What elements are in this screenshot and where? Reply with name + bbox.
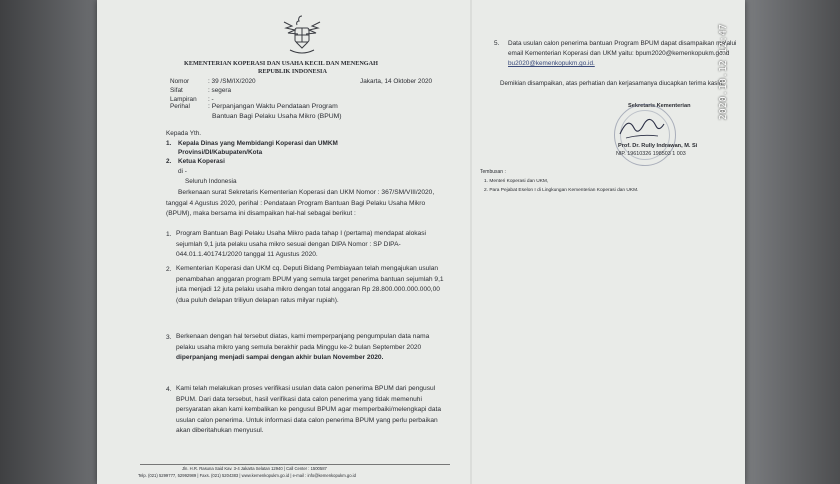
signer-nip: NIP. 19610326 198503 1 003 (616, 151, 686, 157)
garuda-emblem-icon (278, 12, 326, 58)
item-3-text-a: Berkenaan dengan hal tersebut diatas, kami memperpanjang pengumpulan data nama pelaku usaha mikro yang semula berakhir pada Minggu ke-2 bulan September 2020 (176, 333, 430, 351)
item-3-text (176, 332, 446, 364)
item-5-line1: Data usulan calon penerima bantuan Program BPUM dapat disampaikan melalui (508, 40, 737, 47)
sifat-value: : segera (208, 87, 232, 94)
item-3-number: 3. (166, 334, 172, 341)
ministry-name: KEMENTERIAN KOPERASI DAN USAHA KECIL DAN MENENGAH (184, 60, 378, 67)
kepada-yth: Kepada Yth. (166, 130, 202, 137)
photo-timestamp-text: 2020.10.12 12:47 (718, 23, 729, 120)
footer-contact: Telp. (021) 5299777, 52992989 | Faxs. (021) 5204383 | www.kemenkopukm.go.id | e-mail : info@kemenkopukm.go.id (138, 473, 356, 478)
recipient-1-number: 1. (166, 140, 172, 147)
item-1-text: Program Bantuan Bagi Pelaku Usaha Mikro pada tahap I (pertama) mendapat alokasi sejumlah 9,1 juta pelaku usaha mikro sesuai dengan DIPA Nomor : SP DIPA-044.01.1.401741/2020 tanggal 11 Agustus 2020. (176, 230, 426, 258)
item-4-number: 4. (166, 386, 172, 393)
item-5-email: bu2020@kemenkopukm.go.id. (508, 60, 595, 67)
lampiran-label: Lampiran (170, 96, 197, 103)
recipient-seluruh: Seluruh Indonesia (185, 178, 237, 185)
perihal-label: Perihal (170, 103, 190, 110)
tembusan-label: Tembusan : (480, 169, 506, 175)
signature-icon (616, 112, 666, 142)
footer-divider (140, 464, 450, 465)
item-2-number: 2. (166, 266, 172, 273)
letter-date: Jakarta, 14 Oktober 2020 (360, 78, 433, 85)
cc-2: 2. Para Pejabat Eselon I di Lingkungan Kementerian Koperasi dan UKM. (484, 188, 639, 193)
perihal-line1: : Perpanjangan Waktu Pendataan Program (208, 103, 338, 110)
nomor-label: Nomor (170, 78, 190, 85)
closing-text: Demikian disampaikan, atas perhatian dan kerjasamanya diucapkan terima kasih. (500, 80, 724, 87)
recipient-2-number: 2. (166, 158, 172, 165)
country-name: REPUBLIK INDONESIA (258, 68, 327, 75)
item-3-text-b: diperpanjang menjadi sampai dengan akhir bulan November 2020. (176, 354, 384, 361)
recipient-1-line2: Provinsi/DI/Kabupaten/Kota (178, 149, 263, 156)
body-intro: Berkenaan surat Sekretaris Kementerian Koperasi dan UKM Nomor : 367/SM/VIII/2020, tanggal 4 Agustus 2020, perihal : Pendataan Program Bantuan Bagi Pelaku Usaha Mikro (BPUM), maka bersama ini disampaikan hal-hal sebagai berikut : (166, 189, 435, 217)
item-4-text: Kami telah melakukan proses verifikasi usulan data calon penerima BPUM dari pengusul BPUM. Dari data tersebut, hasil verifikasi data calon penerima yang tidak memenuhi persyaratan akan kami kembalikan ke pengusul BPUM agar memperbaiki/melengkapi data usulan calon penerima. Untuk informasi data calon penerima BPUM yang perlu perbaikan akan diberitahukan menyusul. (176, 385, 441, 434)
nomor-value: : 39 /SM/IX/2020 (208, 78, 256, 85)
recipient-2: Ketua Koperasi (178, 158, 225, 165)
recipient-1-line1: Kepala Dinas yang Membidangi Koperasi dan UMKM (178, 140, 338, 147)
signer-name: Prof. Dr. Rully Indrawan, M. Si (618, 143, 698, 149)
cc-1: 1. Menteri Koperasi dan UKM, (484, 179, 549, 184)
recipient-di: di - (178, 168, 187, 175)
item-1-number: 1. (166, 231, 172, 238)
item-5-line2: email Kementerian Koperasi dan UKM yaitu: bpum2020@kemenkopukm.go.id (508, 50, 730, 57)
item-5-number: 5. (494, 40, 500, 47)
perihal-line2: Bantuan Bagi Pelaku Usaha Mikro (BPUM) (212, 113, 342, 120)
footer-address: Jln. H.R. Rasuna Said Kav. 3-4 Jakarta Selatan 12940 | Call Center : 1500587 (182, 466, 327, 471)
photo-timestamp (716, 20, 730, 120)
background-right (745, 0, 840, 484)
background-left (0, 0, 100, 484)
item-2-text: Kementerian Koperasi dan UKM cq. Deputi Bidang Pembiayaan telah mengajukan usulan penambahan anggaran program BPUM yang semula target penerima bantuan sejumlah 9,1 juta menjadi 12 juta pelaku usaha mikro dengan total anggaran Rp 28.800.000.000.000,00 (dua puluh delapan triliyun delapan ratus milyar rupiah). (176, 265, 444, 304)
signer-title: Sekretaris Kementerian (628, 103, 691, 109)
sifat-label: Sifat (170, 87, 183, 94)
paper-fold (470, 0, 472, 484)
lampiran-value: : - (208, 96, 214, 103)
